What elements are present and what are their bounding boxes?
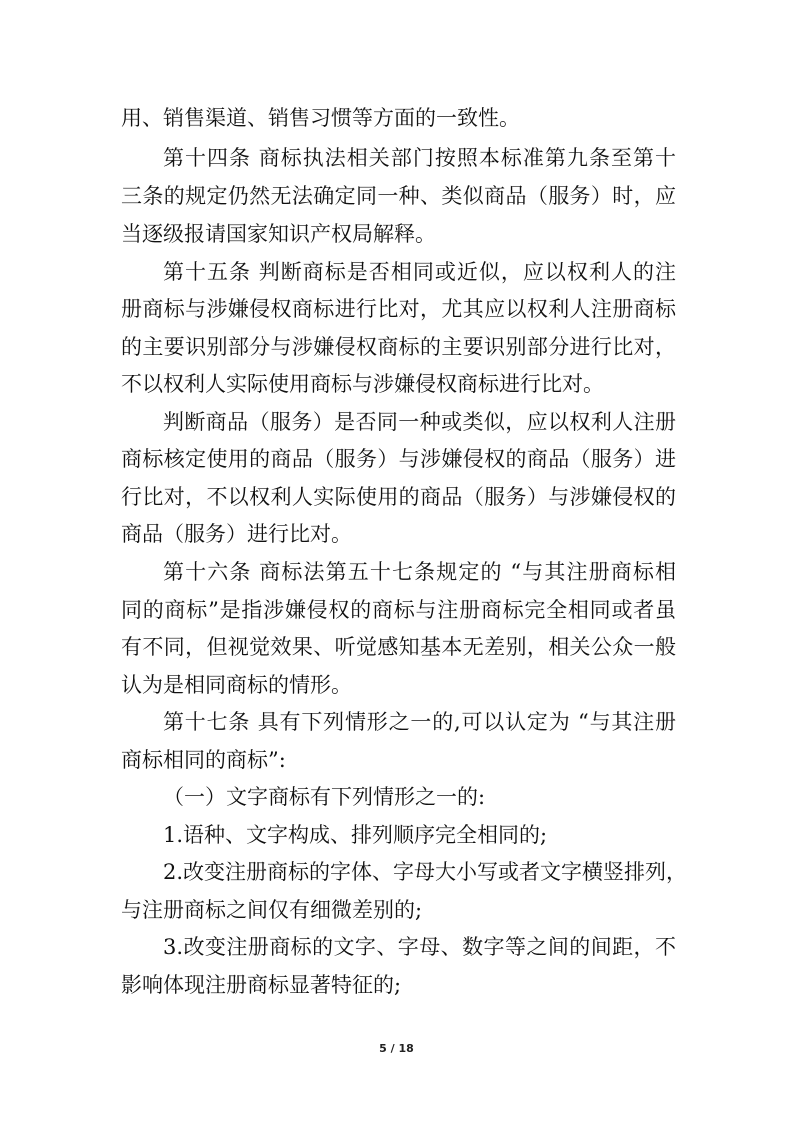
text-line: 1.语种、文字构成、排列顺序完全相同的;: [163, 823, 548, 847]
text-line: 判断商品（服务）是否同一种或类似，应以权利人注册: [163, 410, 676, 434]
text-line: 第十四条 商标执法相关部门按照本标准第九条至第十: [163, 146, 676, 170]
text-line: 与注册商标之间仅有细微差别的;: [121, 898, 423, 922]
text-line: 商标核定使用的商品（服务）与涉嫌侵权的商品（服务）进: [121, 447, 676, 471]
text-line: 第十七条 具有下列情形之一的,可以认定为 “与其注册: [163, 710, 676, 734]
text-line: 三条的规定仍然无法确定同一种、类似商品（服务）时，应: [121, 184, 676, 208]
text-line: 有不同，但视觉效果、听觉感知基本无差别，相关公众一般: [121, 635, 676, 659]
text-line: 影响体现注册商标显著特征的;: [121, 973, 402, 997]
text-line: 行比对，不以权利人实际使用的商品（服务）与涉嫌侵权的: [121, 485, 676, 509]
text-line: 第十六条 商标法第五十七条规定的 “与其注册商标相: [163, 560, 676, 584]
text-line: 的主要识别部分与涉嫌侵权商标的主要识别部分进行比对，: [121, 335, 676, 359]
text-line: 认为是相同商标的情形。: [121, 673, 352, 697]
text-line: 商品（服务）进行比对。: [121, 522, 352, 546]
text-line: 不以权利人实际使用商标与涉嫌侵权商标进行比对。: [121, 372, 604, 396]
page-number: 5 / 18: [379, 1042, 414, 1055]
text-line: 3.改变注册商标的文字、字母、数字等之间的间距，不: [163, 935, 676, 959]
text-line: 商标相同的商标”:: [121, 748, 286, 772]
text-line: （一）文字商标有下列情形之一的:: [163, 785, 486, 809]
text-line: 用、销售渠道、销售习惯等方面的一致性。: [121, 106, 520, 130]
text-line: 同的商标”是指涉嫌侵权的商标与注册商标完全相同或者虽: [121, 598, 676, 622]
text-line: 册商标与涉嫌侵权商标进行比对，尤其应以权利人注册商标: [121, 297, 676, 321]
text-line: 当逐级报请国家知识产权局解释。: [121, 222, 436, 246]
text-line: 第十五条 判断商标是否相同或近似，应以权利人的注: [163, 260, 676, 284]
text-line: 2.改变注册商标的字体、字母大小写或者文字横竖排列，: [163, 860, 688, 884]
